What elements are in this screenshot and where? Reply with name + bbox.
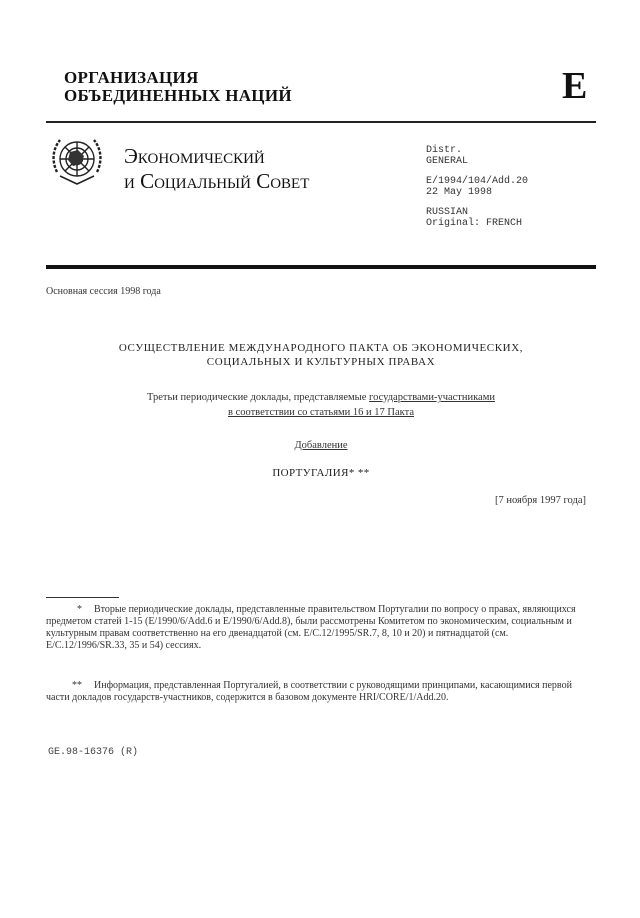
header-rule [46,121,596,123]
org-line-1: ОРГАНИЗАЦИЯ [64,68,199,87]
org-line-2: ОБЪЕДИНЕННЫХ НАЦИЙ [64,86,292,105]
document-title [46,341,596,369]
job-number: GE.98-16376 (R) [48,747,139,758]
document-subtitle [46,390,596,420]
language-letter: E [562,65,588,107]
subtitle-line-2: в соответствии со статьями 16 и 17 Пакта [227,407,414,418]
addendum-label [46,440,596,451]
distr-label: Distr. [426,145,463,156]
original-language: Original: FRENCH [426,218,523,229]
country-heading: ПОРТУГАЛИЯ* ** [272,467,370,479]
title-line-1: ОСУЩЕСТВЛЕНИЕ МЕЖДУНАРОДНОГО ПАКТА ОБ ЭКОНОМИЧЕСКИХ, [118,342,524,354]
footnote-mark: * [77,604,82,615]
un-emblem-icon [48,132,106,190]
document-language: RUSSIAN [426,207,469,218]
footnote-mark: ** [72,680,82,691]
council-name [124,144,309,194]
document-date: 22 May 1998 [426,187,493,198]
council-line-1: Экономический [124,144,265,168]
footnote-text: Вторые периодические доклады, представленные правительством Португалии по вопросу о правах, являющихся предметом статей 1-15 (E/1990/6/Add.6 и E/1990/6/Add.8), были рассмотрены Комитетом по экономическим, социальным и культурным правам соответственно на его двенадцатой (см. E/C.12/1995/SR.7, 8, 10 и 20) и пятнадцатой (см. E/C.12/1996/SR.33, 35 и 54) сессиях. [46,604,576,651]
council-line-2: и Социальный Совет [124,169,310,193]
title-line-2: СОЦИАЛЬНЫХ И КУЛЬТУРНЫХ ПРАВАХ [206,356,436,368]
footnote-2 [46,680,586,704]
heading-divider [46,265,596,269]
footnote-1 [46,604,586,652]
session-label: Основная сессия 1998 года [46,286,161,297]
footnote-divider [46,597,119,598]
subtitle-line-1 [46,390,596,405]
addendum-text: Добавление [294,440,348,451]
subtitle-text: Третьи периодические доклады, представляемые [147,392,370,403]
subtitle-underlined-text: государствами-участниками [369,392,495,403]
organization-name [64,69,292,105]
report-date: [7 ноября 1997 года] [494,495,586,506]
document-metadata [426,145,528,229]
distribution: GENERAL [426,156,469,167]
footnote-text: Информация, представленная Португалией, в соответствии с руководящими принципами, касающимися первой части докладов государств-участников, содержится в базовом документе HRI/CORE/1/Add.20. [46,680,572,703]
document-symbol: E/1994/104/Add.20 [426,176,529,187]
